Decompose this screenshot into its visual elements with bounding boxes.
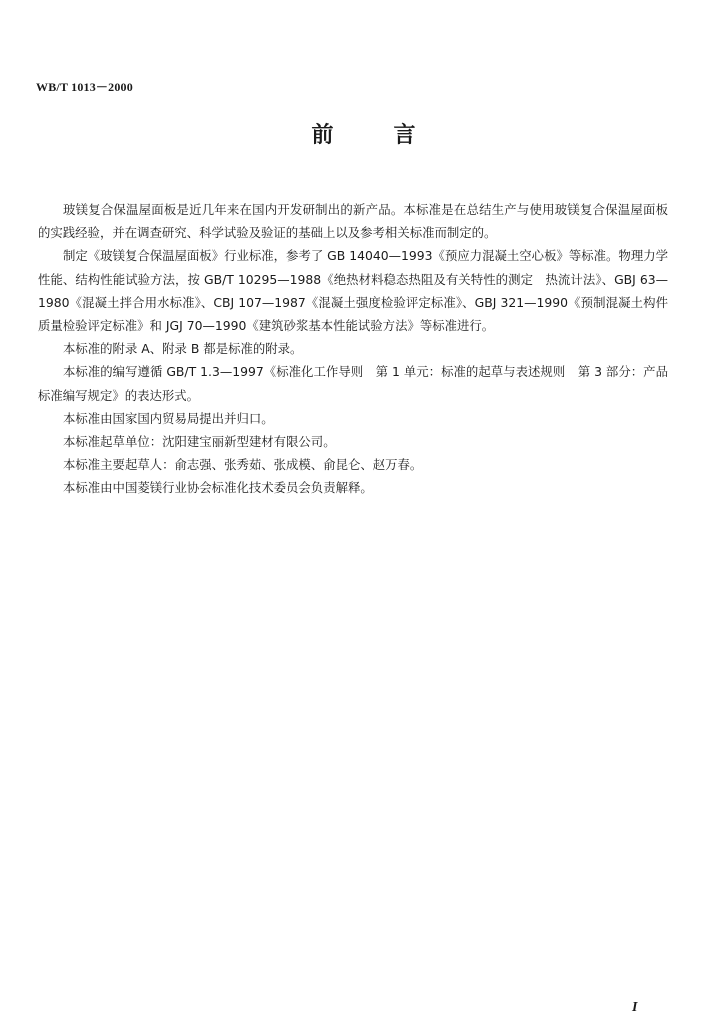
page-title: 前言: [311, 123, 476, 148]
foreword-body: [38, 198, 668, 500]
paragraph: 制定《玻镁复合保温屋面板》行业标准，参考了 GB 14040—1993《预应力混凝土空心板》等标准。物理力学性能、结构性能试验方法，按 GB/T 10295—1988《绝热材料稳态热阻及有关特性的测定 热流计法》、GBJ 63—1980《混凝土拌合用水标准》、CBJ 107—1987《混凝土强度检验评定标准》、GBJ 321—1990《预制混凝土构件质量检验评定标准》和 JGJ 70—1990《建筑砂浆基本性能试验方法》等标准进行。: [38, 248, 668, 334]
paragraph: 本标准的编写遵循 GB/T 1.3—1997《标准化工作导则 第 1 单元：标准的起草与表述规则 第 3 部分：产品标准编写规定》的表达形式。: [38, 364, 668, 403]
paragraph: 本标准由中国菱镁行业协会标准化技术委员会负责解释。: [63, 480, 373, 496]
paragraph: 本标准由国家国内贸易局提出并归口。: [63, 410, 274, 426]
paragraph: 本标准起草单位：沈阳建宝丽新型建材有限公司。: [63, 434, 336, 450]
paragraph: 本标准的附录 A、附录 B 都是标准的附录。: [63, 341, 303, 357]
page-number: I: [632, 1000, 638, 1015]
paragraph: 玻镁复合保温屋面板是近几年来在国内开发研制出的新产品。本标准是在总结生产与使用玻镁复合保温屋面板的实践经验，并在调查研究、科学试验及验证的基础上以及参考相关标准而制定的。: [38, 202, 668, 241]
standard-code: WB/T 1013－2000: [36, 80, 133, 94]
paragraph: 本标准主要起草人：俞志强、张秀茹、张成模、俞昆仑、赵万春。: [63, 457, 423, 473]
